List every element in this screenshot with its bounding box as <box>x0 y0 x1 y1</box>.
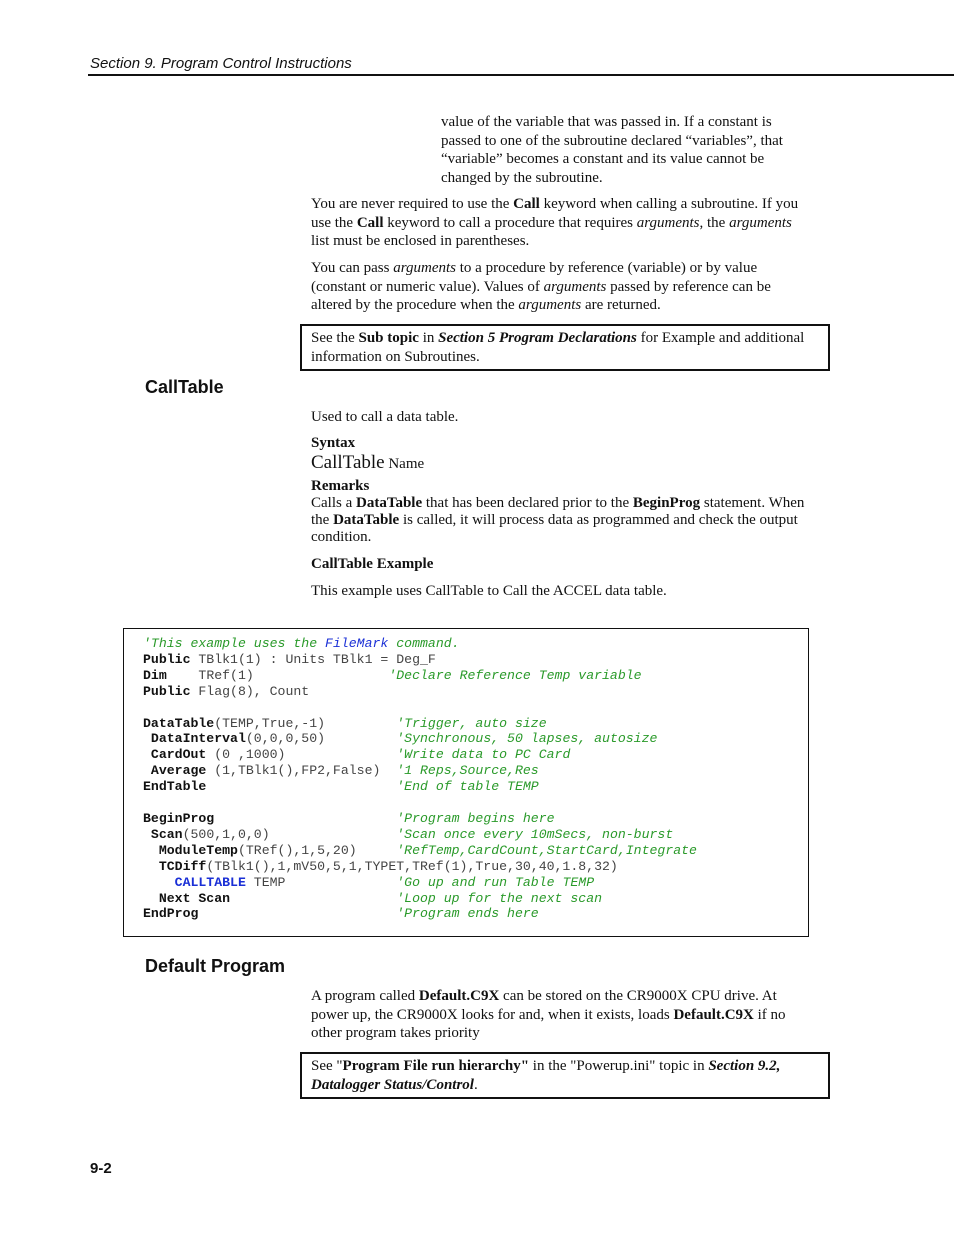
example-intro: This example uses CallTable to Call the ACCEL data table. <box>311 583 667 599</box>
page-number: 9-2 <box>90 1160 112 1177</box>
intro-continuation <box>441 113 806 187</box>
code-listing: 'This example uses the FileMark command. Public TBlk1(1) : Units TBlk1 = Deg_F Dim TRef(1) 'Declare Reference Temp variable Public Flag(8), Count DataTable(TEMP,True,-1) 'Trigger, auto size DataInterval(0,0,0,50) 'Synchronous, 50 lapses, autosize CardOut (0 ,1000) 'Write data to PC Card Average (1,TBlk1(),FP2,False) '1 Reps,Source,Res EndTable 'End of table TEMP BeginProg 'Program begins here Scan(500,1,0,0) 'Scan once every 10mSecs, non-burst ModuleTemp(TRef(),1,5,20) 'RefTemp,CardCount,StartCard,Integrate TCDiff(TBlk1(),1,mV50,5,1,TYPET,TRef(1),True,30,40,1.8,32) CALLTABLE TEMP 'Go up and run Table TEMP Next Scan 'Loop up for the next scan EndProg 'Program ends here <box>143 636 697 922</box>
running-header: Section 9. Program Control Instructions <box>90 55 352 72</box>
syntax-label: Syntax <box>311 435 356 451</box>
default-program-heading: Default Program <box>145 956 286 976</box>
remarks-block <box>311 478 806 546</box>
call-keyword-paragraph: You are never required to use the Call keyword when calling a subroutine. If you use the Call keyword to call a procedure that requires arguments, the arguments list must be enclosed in parentheses. <box>311 196 799 250</box>
intro-line: passed to one of the subroutine declared “variables”, that <box>441 132 783 149</box>
example-label: CallTable Example <box>311 556 434 572</box>
arguments-paragraph: You can pass arguments to a procedure by reference (variable) or by value (constant or numeric value). Values of arguments passed by reference can be altered by the procedure when the arguments are returned. <box>311 260 771 314</box>
intro-line: “variable” becomes a constant and its value cannot be <box>441 151 765 168</box>
remarks-text: Calls a DataTable that has been declared prior to the BeginProg statement. When the DataTable is called, it will process data as programmed and check the output condition. <box>311 495 805 545</box>
intro-line: changed by the subroutine. <box>441 169 603 186</box>
header-rule <box>88 74 954 76</box>
syntax-block <box>311 434 806 474</box>
note-box-subroutines: See the Sub topic in Section 5 Program Declarations for Example and additional information on Subroutines. <box>300 324 830 371</box>
intro-line: value of the variable that was passed in. If a constant is <box>441 114 772 130</box>
calltable-heading: CallTable <box>145 377 224 397</box>
code-example-box <box>123 628 809 937</box>
default-program-paragraph: A program called Default.C9X can be stored on the CR9000X CPU drive. At power up, the CR9000X looks for and, when it exists, loads Default.C9X if no other program takes priority <box>311 988 786 1042</box>
remarks-label: Remarks <box>311 478 370 494</box>
note-box-powerup: See "Program File run hierarchy" in the "Powerup.ini" topic in Section 9.2, Datalogger Status/Control. <box>300 1052 830 1099</box>
calltable-description: Used to call a data table. <box>311 409 459 425</box>
syntax-line: CallTable Name <box>311 451 425 473</box>
